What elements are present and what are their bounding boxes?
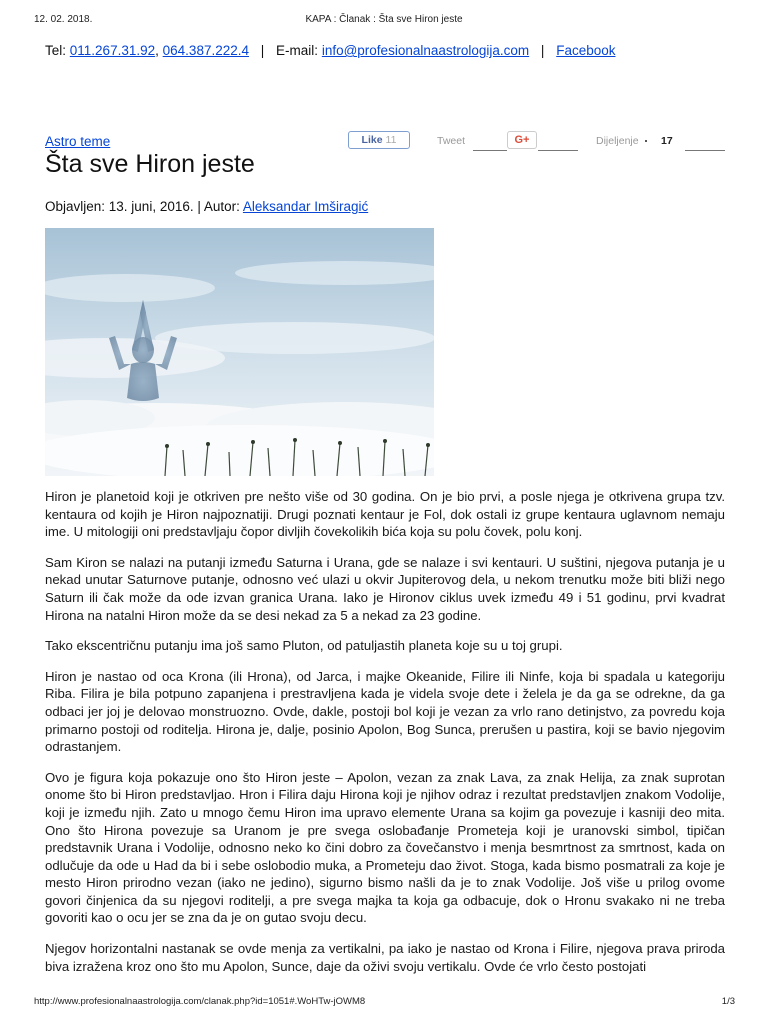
paragraph: Tako ekscentričnu putanju ima još samo Pluton, od patuljastih planeta koje su u toj grupi. — [45, 638, 563, 654]
paragraph: Hiron je planetoid koji je otkriven pre nešto više od 30 godina. On je bio prvi, a posle njega je otkrivena grupa tzv. kentaura od kojih je Hiron najpoznatiji. Drugi poznati kentaur je Fol, dok ostali iz grupe kentaura uglavnom nemaju ime. U mitologiji oni predstavljaju čopor divljih čovekolikih bića koja su polu čovek, polu konj. — [45, 489, 725, 540]
phone-separator: , — [155, 43, 159, 58]
phone-link-1[interactable]: 011.267.31.92 — [69, 43, 156, 58]
paragraph: Njegov horizontalni nastanak se ovde menja za vertikalni, pa iako je nastao od Krona i Filire, njegova prava priroda biva izražena kroz ono što mu Apolon, Sunce, daje da oživi svoju vertikalu. Ovde će vrlo često postojati — [45, 941, 725, 974]
contact-bar — [45, 43, 616, 58]
google-plus-icon: G+ — [514, 134, 530, 146]
like-label: Like — [361, 134, 383, 146]
tel-label: Tel: — [45, 43, 67, 58]
paragraph: Sam Kiron se nalazi na putanji između Saturna i Urana, gde se nalaze i svi kentauri. U suštini, njegova putanja je u nekad unutar Saturnove putanje, odnosno već ulazi u okvir Jupiterovog dela, u nekom trenutku može biti bliži nego Saturn ili čak može da ode izvan granica Urana. Iako je Hironov ciklus uvek između 49 i 51 godinu, prvi kvadrat Hirona na natalni Hiron može da se desi nekad za 5 a nekad za 23 godine. — [45, 554, 725, 623]
divider — [473, 150, 507, 151]
hero-image — [45, 228, 434, 476]
share-label: Dijeljenje — [596, 135, 639, 147]
article-title: Šta sve Hiron jeste — [45, 150, 255, 178]
divider: | — [540, 43, 545, 58]
divider — [685, 150, 725, 151]
tweet-button[interactable]: Tweet — [437, 135, 466, 147]
category-link[interactable]: Astro teme — [45, 134, 111, 149]
paragraph: Hiron je nastao od oca Krona (ili Hrona), od Jarca, i majke Okeanide, Filire ili Ninfe, koja bi spadala u kategoriju Riba. Filira je bila potpuno zapanjena i prestravljena kada je videla svoje dete i želela je da ga se odrekne, da ga odbaci jer joj je delovao monstruozno. Ovde, dakle, postoji bol koji je vezan za vrlo rano detinjstvo, za povredu koja primarno postoji od roditelja. Hirona je, dalje, posinio Apolon, Bog Sunca, prerušen u pastira, koji se bavio njegovim odrastanjem. — [45, 668, 725, 755]
google-plus-button[interactable] — [507, 131, 537, 149]
divider: | — [260, 43, 265, 58]
print-page-title: KAPA : Članak : Šta sve Hiron jeste — [305, 14, 463, 25]
paragraph: Ovo je figura koja pokazuje ono što Hiron jeste – Apolon, vezan za znak Lava, za znak Helija, za znak suprotan onome što bi Hiron predstavljao. Hron i Filira daju Hirona koji je njihov odraz i rezultat predstavljen znakom Vodolije, koji je između njih. Zato u mnogo čemu Hiron ima upravo elemente Urana sa kojim ga povezuje i kasniji deo mita. Ono što Hirona povezuje sa Uranom je pre svega oslobađanje Prometeja koji je uranovski simbol, tipičan predstavnik Urana i Vodolije, odnosno neko ko čini dobro za čovečanstvo i menja besmrtnost za smrtnost, kada on odlučuje da ode u Had da bi i sebe oslobodio muka, a Prometeju dao život. Stoga, kada bismo posmatrali za koje je mesto Hiron prirodno vezan (iako ne jedino), sigurno bismo našli da je to znak Vodolije. Još više u prilog ovome govori činjenica da su njegovi roditelji, a pre svega majka ta koja ga odbacuje, dok o Hronu svakako ni ne treba govoriti kao o ocu jer se zna da je on gutao svoju decu. — [45, 769, 725, 926]
like-button[interactable] — [348, 131, 410, 149]
print-date: 12. 02. 2018. — [34, 14, 93, 25]
print-url: http://www.profesionalnaastrologija.com/clanak.php?id=1051#.WoHTw-jOWM8 — [34, 996, 366, 1007]
meditation-figure-image — [45, 228, 434, 476]
divider — [645, 140, 647, 142]
author-link[interactable]: Aleksandar Imširagić — [242, 199, 369, 214]
page-number: 1/3 — [721, 996, 735, 1007]
like-count: 11 — [385, 134, 397, 146]
facebook-link[interactable]: Facebook — [556, 43, 616, 58]
phone-link-2[interactable]: 064.387.222.4 — [162, 43, 249, 58]
published-label: Objavljen: 13. juni, 2016. | Autor: — [45, 199, 240, 214]
email-label: E-mail: — [276, 43, 319, 58]
share-count: 17 — [661, 135, 673, 147]
divider — [538, 150, 578, 151]
byline — [45, 199, 368, 214]
email-link[interactable]: info@profesionalnaastrologija.com — [321, 43, 530, 58]
article-body — [45, 488, 725, 988]
